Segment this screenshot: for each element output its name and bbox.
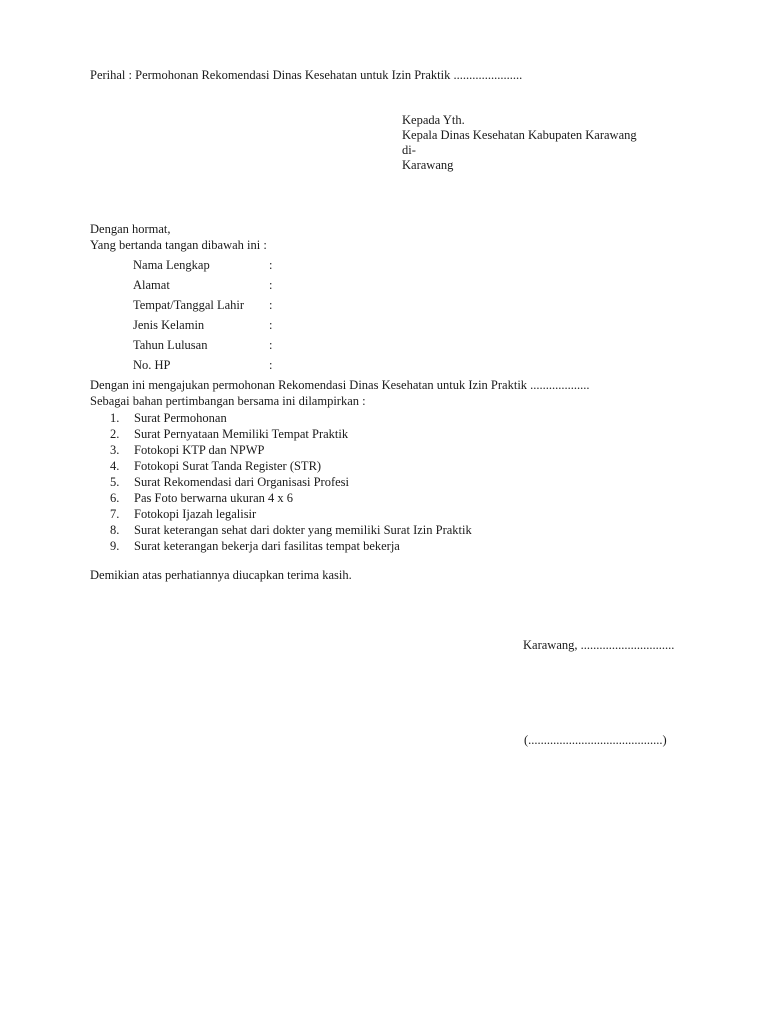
greeting-text: Dengan hormat, (90, 222, 171, 236)
recipient-salutation: Kepada Yth. (402, 113, 465, 127)
attachments-intro: Sebagai bahan pertimbangan bersama ini dilampirkan : (90, 394, 366, 408)
list-item-number: 2. (110, 427, 120, 441)
field-colon: : (269, 318, 273, 332)
list-item-text: Pas Foto berwarna ukuran 4 x 6 (134, 491, 293, 505)
list-item-text: Surat Rekomendasi dari Organisasi Profesi (134, 475, 350, 489)
field-label: Alamat (133, 278, 170, 292)
field-colon: : (269, 298, 273, 312)
recipient-city: Karawang (402, 158, 454, 172)
place-date: Karawang, .............................. (523, 638, 675, 652)
greeting-block (90, 222, 267, 254)
field-label: No. HP (133, 358, 171, 372)
request-block (90, 378, 590, 410)
list-item-number: 3. (110, 443, 120, 457)
field-colon: : (269, 338, 273, 352)
field-label: Jenis Kelamin (133, 318, 205, 332)
request-text: Dengan ini mengajukan permohonan Rekomendasi Dinas Kesehatan untuk Izin Praktik ................... (90, 378, 590, 392)
list-item-text: Surat keterangan bekerja dari fasilitas tempat bekerja (134, 539, 400, 553)
field-label: Nama Lengkap (133, 258, 210, 272)
recipient-title: Kepala Dinas Kesehatan Kabupaten Karawang (402, 128, 637, 142)
list-item-number: 7. (110, 507, 120, 521)
intro-text: Yang bertanda tangan dibawah ini : (90, 238, 267, 252)
list-item-text: Fotokopi Ijazah legalisir (134, 507, 257, 521)
field-label: Tempat/Tanggal Lahir (133, 298, 245, 312)
list-item-number: 8. (110, 523, 120, 537)
recipient-block (402, 113, 637, 173)
closing-text: Demikian atas perhatiannya diucapkan terima kasih. (90, 568, 352, 582)
list-item-text: Surat Permohonan (134, 411, 227, 425)
letter-subject: Perihal : Permohonan Rekomendasi Dinas Kesehatan untuk Izin Praktik ...................... (90, 68, 523, 82)
list-item-number: 4. (110, 459, 120, 473)
list-item-text: Surat Pernyataan Memiliki Tempat Praktik (134, 427, 349, 441)
list-item-number: 1. (110, 411, 120, 425)
field-label: Tahun Lulusan (133, 338, 208, 352)
list-item-number: 6. (110, 491, 120, 505)
list-item-number: 9. (110, 539, 120, 553)
list-item-text: Surat keterangan sehat dari dokter yang memiliki Surat Izin Praktik (134, 523, 472, 537)
list-item-text: Fotokopi Surat Tanda Register (STR) (134, 459, 322, 473)
recipient-di: di- (402, 143, 416, 157)
field-colon: : (269, 358, 273, 372)
list-item-number: 5. (110, 475, 120, 489)
list-item-text: Fotokopi KTP dan NPWP (134, 443, 265, 457)
field-colon: : (269, 278, 273, 292)
field-colon: : (269, 258, 273, 272)
signature-line: (...........................................) (524, 733, 667, 747)
